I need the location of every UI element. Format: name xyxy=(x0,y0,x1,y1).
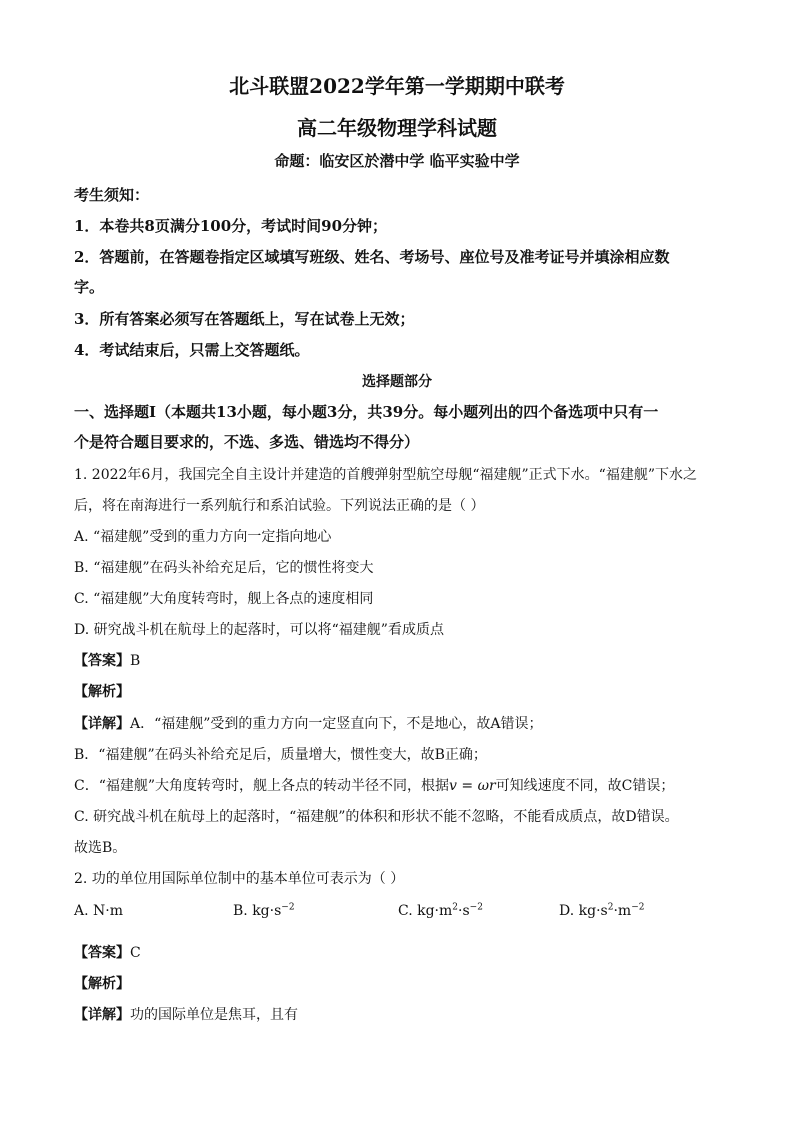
q2-detail xyxy=(74,1004,298,1024)
option-base: ·m xyxy=(613,903,632,919)
q2-option-a: A. N·m xyxy=(74,903,123,919)
notice-item: 3．所有答案必须写在答题纸上，写在试卷上无效； xyxy=(74,310,415,328)
detail-tag: 【详解】 xyxy=(74,1007,130,1023)
answer-value: B xyxy=(130,653,141,669)
detail-text: 功的国际单位是焦耳，且有 xyxy=(130,1007,298,1023)
notice-item: 4．考试结束后，只需上交答题纸。 xyxy=(74,341,310,359)
answer-value: C xyxy=(130,945,141,961)
formula: v = ωr xyxy=(449,778,496,794)
notice-item: 字。 xyxy=(74,278,105,296)
q1-answer xyxy=(74,650,140,670)
detail-tag: 【详解】 xyxy=(74,716,130,732)
detail-text: 可知线速度不同，故C错误； xyxy=(495,778,675,794)
q2-option-d xyxy=(559,903,644,919)
q2-answer xyxy=(74,942,141,962)
q1-stem: 后，将在南海进行一系列航行和系泊试验。下列说法正确的是（ ） xyxy=(74,498,485,514)
q1-analysis-tag: 【解析】 xyxy=(74,684,130,700)
q1-option-b: B. “福建舰”在码头补给充足后，它的惯性将变大 xyxy=(74,560,374,576)
section-title: 选择题部分 xyxy=(362,374,432,390)
q1-detail xyxy=(74,713,543,733)
q1-conclusion: 故选B。 xyxy=(74,840,127,856)
q2-stem: 2. 功的单位用国际单位制中的基本单位可表示为（ ） xyxy=(74,871,405,887)
notice-heading: 考生须知： xyxy=(74,186,150,204)
authors-line: 命题：临安区於潜中学 临平实验中学 xyxy=(274,152,520,170)
q1-detail-line: C. 研究战斗机在航母上的起落时，“福建舰”的体积和形状不能不忽略，不能看成质点，故D错误。 xyxy=(74,809,679,825)
q1-option-d: D. 研究战斗机在航母上的起落时，可以将“福建舰”看成质点 xyxy=(74,622,444,638)
option-exponent: −2 xyxy=(469,902,483,913)
section-intro: 个是符合题目要求的，不选、多选、错选均不得分） xyxy=(74,433,420,451)
answer-tag: 【答案】 xyxy=(74,653,130,669)
option-exponent: −2 xyxy=(281,902,295,913)
option-base: B. kg·s xyxy=(233,903,282,919)
option-exponent: 2 xyxy=(452,902,459,913)
q2-option-c xyxy=(398,903,483,919)
exam-title: 北斗联盟2022学年第一学期期中联考 xyxy=(229,74,565,98)
notice-item: 1．本卷共8页满分100分，考试时间90分钟； xyxy=(74,217,388,235)
section-intro: 一、选择题Ⅰ（本题共13小题，每小题3分，共39分。每小题列出的四个备选项中只有一 xyxy=(74,403,659,421)
answer-tag: 【答案】 xyxy=(74,945,130,961)
option-exponent: 2 xyxy=(607,902,614,913)
option-base: D. kg·s xyxy=(559,903,608,919)
q2-option-b xyxy=(233,903,295,919)
exam-subtitle: 高二年级物理学科试题 xyxy=(297,116,497,140)
option-base: C. kg·m xyxy=(398,903,453,919)
q1-detail-line: B．“福建舰”在码头补给充足后，质量增大，惯性变大，故B正确； xyxy=(74,747,487,763)
q1-detail-line xyxy=(74,775,674,795)
q1-option-a: A. “福建舰”受到的重力方向一定指向地心 xyxy=(74,529,332,545)
option-exponent: −2 xyxy=(631,902,645,913)
notice-item: 2．答题前，在答题卷指定区域填写班级、姓名、考场号、座位号及准考证号并填涂相应数 xyxy=(74,248,670,266)
detail-text: C．“福建舰”大角度转弯时，舰上各点的转动半径不同，根据 xyxy=(74,778,450,794)
option-base: ·s xyxy=(458,903,470,919)
q2-analysis-tag: 【解析】 xyxy=(74,976,130,992)
detail-text: A．“福建舰”受到的重力方向一定竖直向下，不是地心，故A错误； xyxy=(130,716,543,732)
q1-stem: 1. 2022年6月，我国完全自主设计并建造的首艘弹射型航空母舰“福建舰”正式下水。“福建舰”下水之 xyxy=(74,467,697,483)
q1-option-c: C. “福建舰”大角度转弯时，舰上各点的速度相同 xyxy=(74,591,374,607)
